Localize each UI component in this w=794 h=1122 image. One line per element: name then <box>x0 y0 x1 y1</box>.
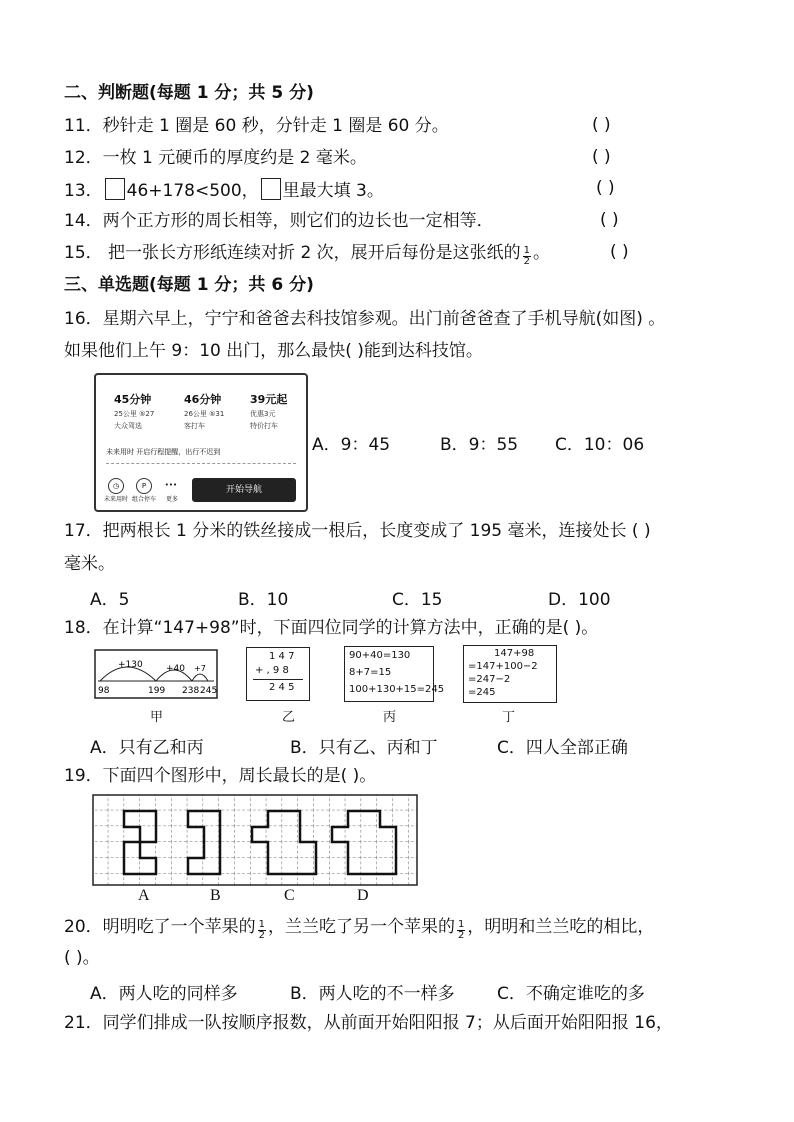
jia-arc3-label: +7 <box>194 664 206 673</box>
q17-option-a[interactable]: A．5 <box>90 590 130 610</box>
q20-option-a[interactable]: A．两人吃的同样多 <box>90 984 238 1004</box>
q18-option-b[interactable]: B．只有乙、丙和丁 <box>290 738 438 758</box>
blank-box <box>261 178 281 200</box>
q17-option-b[interactable]: B．10 <box>238 590 289 610</box>
frac-den: 2 <box>523 256 531 267</box>
jia-number-line <box>94 649 218 699</box>
q20-part1: 20．明明吃了一个苹果的 <box>64 917 256 937</box>
bing-row1: 90+40=130 <box>349 650 411 661</box>
yi-vertical-addition <box>246 647 310 701</box>
route-option-2 <box>184 391 224 431</box>
answer-paren-15[interactable]: ( ) <box>610 242 629 262</box>
jia-n4: 245 <box>200 686 218 696</box>
answer-paren-14[interactable]: ( ) <box>600 210 619 230</box>
icon2-label: 组合停车 <box>132 496 157 503</box>
travel-tip: 未来用时 开启行程提醒，出行不迟到 <box>106 448 221 456</box>
answer-paren-12[interactable]: ( ) <box>592 147 611 167</box>
jia-n2: 199 <box>148 686 166 696</box>
question-16-line2: 如果他们上午 9：10 出门，那么最快( )能到达科技馆。 <box>64 341 483 361</box>
start-navigation-button: 开始导航 <box>192 478 296 502</box>
jia-arc-3 <box>192 674 208 681</box>
answer-paren-11[interactable]: ( ) <box>592 115 611 135</box>
yi-row3: 2 4 5 <box>269 682 295 693</box>
route2-mode: 客打车 <box>184 422 205 430</box>
q20-part3: ，明明和兰兰吃的相比， <box>467 917 655 937</box>
ding-row4: =245 <box>468 687 496 698</box>
question-13 <box>64 178 384 202</box>
ding-calculation <box>463 645 557 703</box>
q19-label-c[interactable]: C <box>284 887 295 904</box>
q20-part2: ，兰兰吃了另一个苹果的 <box>268 917 456 937</box>
route1-mode: 大众驾选 <box>114 422 142 430</box>
jia-n1: 98 <box>98 686 110 696</box>
q17-option-d[interactable]: D．100 <box>548 590 611 610</box>
q15-text: 15． 把一张长方形纸连续对折 2 次，展开后每份是这张纸的 <box>64 243 521 263</box>
q19-label-b[interactable]: B <box>210 887 221 904</box>
question-17-line2: 毫米。 <box>64 554 115 574</box>
blank-box <box>105 178 125 200</box>
q19-grid-figure <box>92 794 418 886</box>
question-14: 14．两个正方形的周长相等，则它们的边长也一定相等． <box>64 211 494 231</box>
question-11: 11．秒针走 1 圈是 60 秒，分针走 1 圈是 60 分。 <box>64 116 449 136</box>
route1-info: 25公里 ⑤27 <box>114 410 155 418</box>
fraction-half <box>457 920 465 941</box>
ding-row3: =247−2 <box>468 674 511 685</box>
caption-yi: 乙 <box>282 710 296 725</box>
jia-arc2-label: +40 <box>166 664 185 674</box>
route3-time: 39元起 <box>250 393 288 406</box>
q13-expr: 46+178<500， <box>126 181 259 201</box>
q19-label-a[interactable]: A <box>138 887 150 904</box>
q15-tail: 。 <box>533 243 551 263</box>
frac-num: 1 <box>523 245 531 256</box>
route2-time: 46分钟 <box>184 393 222 406</box>
question-17-line1: 17．把两根长 1 分米的铁丝接成一根后，长度变成了 195 毫米，连接处长 ( ) <box>64 521 651 541</box>
q16-option-c[interactable]: C．10：06 <box>555 435 645 455</box>
bing-row3: 100+130+15=245 <box>349 684 445 695</box>
icon3-label: 更多 <box>166 496 179 503</box>
frac-den: 2 <box>258 930 266 941</box>
frac-num: 1 <box>458 919 465 930</box>
route-option-3 <box>250 391 287 431</box>
route2-info: 26公里 ⑤31 <box>184 410 225 418</box>
answer-paren-13[interactable]: ( ) <box>596 178 615 198</box>
yi-row2: + ‚ 9 8 <box>255 665 289 676</box>
ding-row1: 147+98 <box>494 648 535 659</box>
bing-row2: 8+7=15 <box>349 667 392 678</box>
q17-option-c[interactable]: C．15 <box>392 590 443 610</box>
section2-title: 二、判断题(每题 1 分；共 5 分) <box>64 83 314 103</box>
jia-arc1-label: +130 <box>118 660 143 670</box>
route3-info: 优惠3元 <box>250 410 276 418</box>
question-21: 21．同学们排成一队按顺序报数，从前面开始阳阳报 7；从后面开始阳阳报 16， <box>64 1013 673 1033</box>
yi-row1: 1 4 7 <box>269 651 295 662</box>
caption-bing: 丙 <box>383 710 397 725</box>
question-20-line2[interactable]: ( )。 <box>64 948 100 968</box>
question-12: 12．一枚 1 元硬币的厚度约是 2 毫米。 <box>64 148 367 168</box>
divider <box>106 463 296 464</box>
question-18: 18．在计算“147+98”时，下面四位同学的计算方法中，正确的是( )。 <box>64 618 599 638</box>
q18-option-c[interactable]: C．四人全部正确 <box>497 738 628 758</box>
question-15 <box>64 242 550 267</box>
yi-rule <box>253 679 303 680</box>
caption-ding: 丁 <box>502 710 516 725</box>
q16-option-a[interactable]: A．9：45 <box>312 435 391 455</box>
grid-frame <box>93 795 417 885</box>
q16-option-b[interactable]: B．9：55 <box>440 435 519 455</box>
fraction-half <box>258 920 266 941</box>
jia-n3: 238 <box>182 686 200 696</box>
q18-option-a[interactable]: A．只有乙和丙 <box>90 738 204 758</box>
parking-icon: P <box>136 478 152 494</box>
ding-row2: =147+100−2 <box>468 661 538 672</box>
q20-option-b[interactable]: B．两人吃的不一样多 <box>290 984 455 1004</box>
question-16-line1: 16．星期六早上，宁宁和爸爸去科技馆参观。出门前爸爸查了手机导航(如图) 。 <box>64 309 666 329</box>
more-icon: ••• <box>164 481 178 489</box>
bing-calculation <box>344 646 445 702</box>
section3-title: 三、单选题(每题 1 分；共 6 分) <box>64 275 314 295</box>
q19-label-d[interactable]: D <box>357 887 369 904</box>
question-19: 19．下面四个图形中，周长最长的是( )。 <box>64 766 377 786</box>
route1-time: 45分钟 <box>114 393 152 406</box>
caption-jia: 甲 <box>150 710 164 725</box>
q20-option-c[interactable]: C．不确定谁吃的多 <box>497 984 645 1004</box>
icon1-label: 未来用时 <box>104 496 129 503</box>
q13-num: 13． <box>64 181 103 201</box>
question-20-line1 <box>64 916 654 941</box>
route-option-1 <box>114 391 154 431</box>
frac-num: 1 <box>258 919 266 930</box>
phone-navigation-figure <box>94 373 308 512</box>
frac-den: 2 <box>458 930 465 941</box>
route3-mode: 特价打车 <box>250 422 278 430</box>
clock-icon: ◷ <box>108 478 124 494</box>
q13-tail: 里最大填 3。 <box>282 181 384 201</box>
fraction-half <box>523 246 531 267</box>
